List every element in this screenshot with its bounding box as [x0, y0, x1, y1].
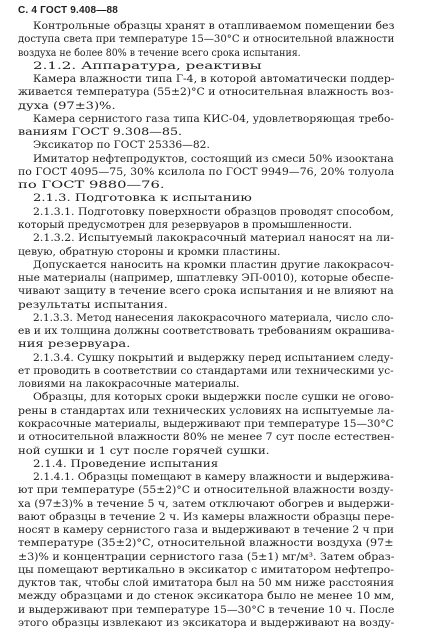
text-line: и выдерживают при температуре 15—30°С в течение 10 ч. После [18, 603, 395, 616]
text-line: Допускается наносить на кромки пластин другие лакокрасоч- [33, 258, 394, 271]
text-line: который предусмотрен для резервуаров в промышленности. [18, 219, 353, 231]
text-line: 2.1.3. Подготовка к испытанию [33, 192, 252, 205]
text-line: ния резервуара. [18, 338, 131, 351]
text-line: между образцами и до стенок эксикатора было не менее 10 мм, [18, 590, 395, 603]
text-line: по ГОСТ 4095—75, 30% ксилола по ГОСТ 9949—76, 20% толуола [18, 165, 395, 178]
text-line: вают образцы в течение 2 ч. Из камеры влажности образцы пере- [18, 510, 395, 523]
text-line: 2.1.4. Проведение испытания [33, 457, 219, 470]
text-line: Камера влажности типа Г-4, в которой автоматически поддер- [33, 73, 395, 86]
text-line: ваниям ГОСТ 9.308—85. [18, 126, 183, 139]
text-line: доступа света при температуре 15—30°С и относительной влажности [18, 33, 395, 46]
text-line: Камера сернистого газа типа КИС-04, удовлетворяющая требо- [33, 112, 394, 125]
text-line: духа (97±3)%. [18, 99, 116, 112]
text-line: ной сушки и 1 сут после горячей сушки. [18, 444, 270, 457]
text-line: Эксикатор по ГОСТ 25336—82. [33, 139, 210, 152]
text-line: воздуха не более 80% в течение всего срока испытания. [18, 46, 301, 59]
text-line: Образцы, для которых сроки выдержки после сушки не огово- [33, 391, 394, 404]
text-line: по ГОСТ 9880—76. [18, 179, 165, 192]
text-line: 2.1.3.3. Метод нанесения лакокрасочного материала, число сло- [33, 311, 394, 324]
text-line: ет проводить в соответствии со стандартами или техническими ус- [18, 364, 394, 377]
text-line: цы помещают вертикально в эксикатор с имитатором нефтепро- [18, 563, 394, 576]
text-line: Контрольные образцы хранят в отапливаемом помещении без [33, 20, 395, 32]
text-line: дуктов так, чтобы слой имитатора был на 50 мм ниже расстояния [18, 577, 394, 590]
text-line: ±3)% и концентрации сернистого газа (5±1) мг/м³. Затем образ- [18, 550, 395, 563]
text-line: этого образцы извлекают из эксикатора и выдерживают на возду- [18, 617, 395, 629]
text-line: 2.1.3.2. Испытуемый лакокрасочный материал наносят на ли- [33, 232, 394, 245]
text-line: результаты испытания. [18, 298, 168, 311]
text-line: 2.1.2. Аппаратура, реактивы [33, 59, 262, 72]
text-line: живается температура (55±2)°С и относительная влажность воз- [18, 86, 394, 99]
text-line: кокрасочные материалы, выдерживают при температуре 15—30°С [18, 418, 394, 430]
page-header: С. 4 ГОСТ 9.408—88 [18, 5, 119, 16]
text-line: ловиями на лакокрасочные материалы. [18, 378, 240, 391]
text-line: 2.1.3.4. Сушку покрытий и выдержку перед испытанием следу- [33, 351, 394, 364]
text-line: и относительной влажности 80% не менее 7 сут после естествен- [18, 431, 395, 444]
text-line: цевую, обратную стороны и кромки пластины. [18, 245, 281, 258]
text-line: рены в стандартах или технических условиях на испытуемые ла- [18, 404, 395, 417]
text-line: чивают защиту в течение всего срока испытания и не влияют на [18, 285, 394, 298]
text-line: 2.1.3.1. Подготовку поверхности образцов проводят способом, [33, 205, 394, 218]
text-line: ев и их толщина должны соответствовать требованиям окрашива- [18, 325, 395, 338]
text-line: 2.1.4.1. Образцы помещают в камеру влажности и выдерживa- [33, 471, 394, 484]
text-line: Имитатор нефтепродуктов, состоящий из смеси 50% изооктана [33, 152, 394, 165]
text-line: носят в камеру сернистого газа и выдерживают в течение 2 ч при [18, 524, 394, 537]
text-line: ют при температуре (55±2)°С и относительной влажности возду- [18, 484, 394, 497]
text-line: ные материалы (например, шпатлевку ЭП-0010), которые обеспе- [18, 272, 394, 285]
text-line: температуре (35±2)°С, относительной влажности воздуха (97± [18, 537, 394, 550]
text-line: ха (97±3)% в течение 5 ч, затем отключают обогрев и выдержи- [18, 497, 395, 510]
